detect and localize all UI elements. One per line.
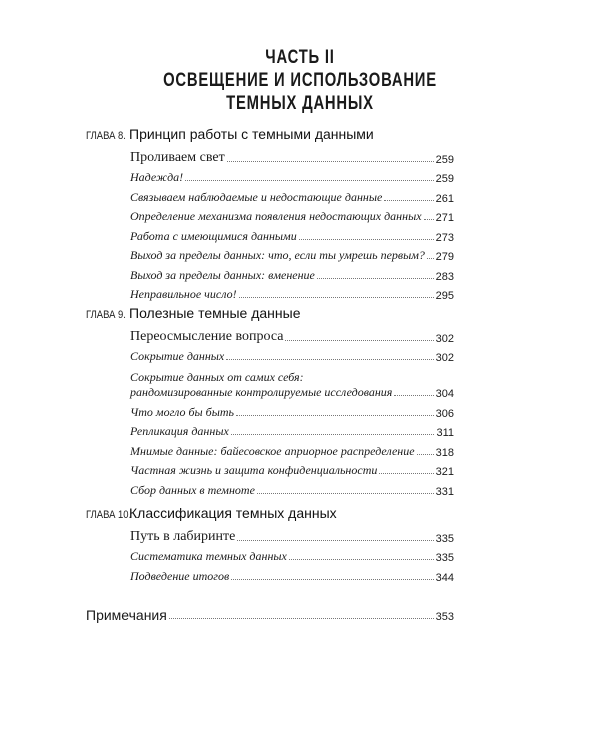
entry-title-line-2: рандомизированные контролируемые исследования: [130, 385, 393, 399]
entry-page: 335: [435, 532, 454, 545]
entry-title: Подведение итогов: [130, 568, 230, 583]
toc-entry[interactable]: [130, 263, 454, 283]
entry-page: 279: [435, 251, 454, 263]
entry-title: Работа с имеющимися данными: [130, 228, 297, 243]
toc-entry-notes[interactable]: [86, 607, 454, 623]
entry-page: 273: [435, 231, 454, 244]
dot-leader: [227, 161, 434, 162]
dot-leader: [236, 415, 434, 416]
dot-leader: [299, 239, 434, 240]
entry-title: Частная жизнь и защита конфиденциальности: [130, 463, 378, 477]
toc-entry[interactable]: [130, 545, 454, 565]
entry-title: [130, 370, 392, 400]
entry-title-line-1: Сокрытие данных от самих себя:: [130, 370, 304, 384]
entry-page: 306: [435, 407, 454, 420]
entry-page: 331: [435, 485, 454, 498]
chapter-title[interactable]: Принцип работы с темными данными: [129, 126, 374, 142]
toc-entry[interactable]: [130, 525, 454, 545]
toc-entry[interactable]: [130, 459, 454, 479]
toc-entry[interactable]: [130, 420, 454, 440]
toc-entry[interactable]: [130, 439, 454, 459]
entry-page: 261: [435, 192, 454, 205]
entry-page: 304: [435, 388, 454, 400]
notes-page: 353: [435, 611, 454, 623]
dot-leader: [237, 540, 433, 541]
entry-title: Проливаем свет: [130, 149, 225, 165]
toc-entry[interactable]: [130, 370, 454, 400]
dot-leader: [394, 395, 433, 396]
entry-title: Систематика темных данных: [130, 549, 287, 563]
entry-title: Неправильное число!: [130, 287, 237, 301]
toc-entry[interactable]: [130, 244, 454, 264]
toc-entry[interactable]: [130, 224, 454, 244]
entry-title: Мнимые данные: байесовское априорное распределение: [130, 443, 415, 458]
chapter-9: [86, 305, 454, 498]
dot-leader: [427, 258, 434, 259]
entry-page: 335: [435, 552, 454, 564]
chapter-8: [86, 126, 454, 302]
entry-title: Определение механизма появления недостающих данных: [130, 209, 422, 223]
dot-leader: [424, 219, 434, 220]
entry-title: Связываем наблюдаемые и недостающие данные: [130, 189, 383, 204]
toc-entry[interactable]: [130, 400, 454, 420]
dot-leader: [185, 180, 434, 181]
entry-title: Выход за пределы данных: вменение: [130, 267, 315, 282]
entry-title: Переосмысление вопроса: [130, 328, 284, 344]
dot-leader: [289, 559, 434, 560]
entry-page: 283: [435, 270, 454, 283]
toc-entry[interactable]: [130, 185, 454, 205]
chapter-label: ГЛАВА 9.: [86, 309, 126, 321]
notes-title: Примечания: [86, 607, 167, 623]
chapter-10: [86, 505, 454, 584]
toc-entry[interactable]: [130, 166, 454, 186]
entry-title: Надежда!: [130, 170, 184, 184]
dot-leader: [231, 434, 435, 435]
entry-page: 311: [436, 427, 454, 439]
entry-page: 259: [435, 153, 454, 166]
dot-leader: [384, 200, 433, 201]
toc-entry[interactable]: [130, 345, 454, 365]
dot-leader: [226, 359, 433, 360]
entry-page: 259: [435, 173, 454, 185]
entry-page: 271: [435, 212, 454, 224]
part-title-line-1: ОСВЕЩЕНИЕ И ИСПОЛЬЗОВАНИЕ: [163, 70, 437, 91]
chapter-label: ГЛАВА 8.: [86, 130, 126, 142]
entry-page: 321: [435, 466, 454, 478]
toc-entry[interactable]: [130, 205, 454, 225]
part-header: [66, 46, 534, 115]
dot-leader: [231, 579, 433, 580]
entry-title: Что могло бы быть: [130, 404, 234, 419]
entry-page: 318: [435, 446, 454, 459]
dot-leader: [169, 618, 434, 619]
part-label: ЧАСТЬ II: [265, 47, 335, 68]
entry-title: Путь в лабиринте: [130, 528, 236, 544]
entry-title: Выход за пределы данных: что, если ты умрешь первым?: [130, 248, 425, 262]
toc-entry[interactable]: [130, 283, 454, 303]
toc-entry[interactable]: [130, 325, 454, 345]
chapter-label: ГЛАВА 10.: [86, 509, 132, 521]
entry-page: 302: [435, 352, 454, 364]
chapter-title[interactable]: Полезные темные данные: [129, 305, 301, 321]
entry-page: 295: [435, 290, 454, 302]
dot-leader: [417, 454, 434, 455]
part-title-line-2: ТЕМНЫХ ДАННЫХ: [226, 93, 374, 114]
dot-leader: [285, 340, 433, 341]
entry-title: Сбор данных в темноте: [130, 482, 255, 497]
chapter-title[interactable]: Классификация темных данных: [129, 505, 337, 521]
entry-title: Сокрытие данных: [130, 349, 225, 363]
dot-leader: [379, 473, 433, 474]
toc-entry[interactable]: [130, 478, 454, 498]
toc-entry[interactable]: [130, 564, 454, 584]
dot-leader: [317, 278, 434, 279]
dot-leader: [239, 297, 434, 298]
entry-page: 344: [435, 571, 454, 584]
entry-title: Репликация данных: [130, 424, 229, 438]
toc-entry[interactable]: [130, 146, 454, 166]
entry-page: 302: [435, 332, 454, 345]
dot-leader: [257, 493, 434, 494]
